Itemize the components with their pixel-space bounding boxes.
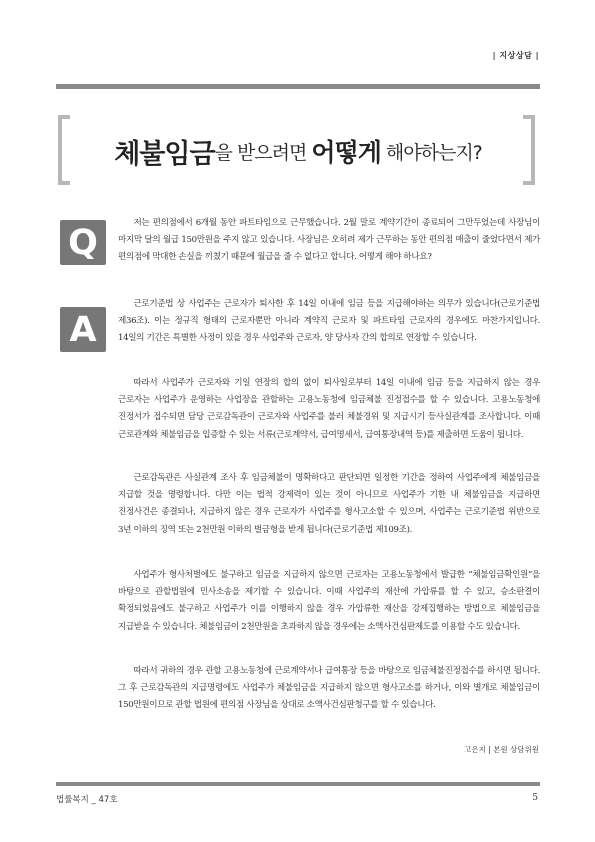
- title-bracket-right: [523, 115, 535, 185]
- title-bracket-left: [58, 115, 70, 185]
- title-part-3: 어떻게: [311, 138, 381, 167]
- publication-footer: 법률복지 _ 47호: [56, 795, 118, 805]
- top-rule: [56, 84, 540, 89]
- question-text: 저는 편의점에서 6개월 동안 파트타임으로 근무했습니다. 2월 말로 계약기간이 종료되어 그만두었는데 사장님이 마지막 달의 월급 150만원을 주지 않고 있습니다. 사장님은 오히려 제가 근무하는 동안 편의점 매출이 줄었다면서 제가 편의점에 막대한 손실을 끼쳤기 때문에 월급을 줄 수 없다고 합니다. 어떻게 해야 하나요?: [118, 218, 540, 263]
- title-part-2: 을 받으려면: [214, 141, 312, 164]
- bottom-rule: [56, 782, 540, 786]
- question-badge: Q: [60, 220, 106, 265]
- answer-paragraph-1: 근로기준법 상 사업주는 근로자가 퇴사한 후 14일 이내에 임금 등을 지급해야하는 의무가 있습니다(근로기준법 제36조). 이는 정규직 형태의 근로자뿐만 아니라 계약직 근로자 및 파트타임 근로자의 경우에도 마찬가지입니다. 14일의 기간은 특별한 사정이 있을 경우 사업주와 근로자, 양 당사자 간의 합의로 연장할 수 있습니다.: [118, 299, 540, 344]
- answer-badge: A: [60, 307, 106, 352]
- section-label: | 지상상담 |: [492, 51, 539, 60]
- answer-paragraph-2: 따라서 사업주가 근로자와 기일 연장의 합의 없이 퇴사일로부터 14일 이내에 임금 등을 지급하지 않는 경우 근로자는 사업주가 운영하는 사업장을 관할하는 고용노동청에 임금체불 진정접수를 할 수 있습니다. 고용노동청에 진정서가 접수되면 담당 근로감독관이 근로자와 사업주를 불러 체불경위 및 지급시기 등사실관계를 조사합니다. 이때 근로관계와 체불임금을 입증할 수 있는 서류(근로계약서, 급여명세서, 급여통장내역 등)를 제출하면 도움이 됩니다.: [118, 378, 540, 440]
- answer-paragraph-3: 근로감독관은 사실관계 조사 후 임금체불이 명확하다고 판단되면 일정한 기간을 정하여 사업주에게 체불임금을 지급할 것을 명령합니다. 다만 이는 법적 강제력이 있는 것이 아니므로 사업주가 기한 내 체불임금을 지급하면 진정사건은 종결되나, 지급하지 않은 경우 근로자가 사업주를 형사고소할 수 있으며, 사업주는 근로기준법 위반으로 3년 이하의 징역 또는 2천만원 이하의 벌금형을 받게 됩니다(근로기준법 제109조).: [118, 473, 540, 535]
- article-title: [78, 120, 518, 182]
- answer-paragraph-4: 사업주가 형사처벌에도 불구하고 임금을 지급하지 않으면 근로자는 고용노동청에서 발급한 “체불임금확인원”을 바탕으로 관할법원에 민사소송을 제기할 수 있습니다. 이때 사업주의 재산에 가압류를 할 수 있고, 승소판결이 확정되었음에도 불구하고 사업주가 이를 이행하지 않을 경우 가압류한 재산을 강제집행하는 방법으로 체불임금을 지급받을 수 있습니다. 체불임금이 2천만원을 초과하지 않을 경우에는 소액사건심판제도를 이용할 수도 있습니다.: [118, 570, 540, 632]
- answer-paragraph-5: 따라서 귀하의 경우 관할 고용노동청에 근로계약서나 급여통장 등을 바탕으로 임금체불진정접수를 하시면 됩니다. 그 후 근로감독관의 지급명령에도 사업주가 체불임금을 지급하지 않으면 형사고소를 하거나, 이와 별개로 체불임금이 150만원이므로 관할 법원에 편의점 사장님을 상대로 소액사건심판청구를 할 수 있습니다.: [118, 666, 540, 711]
- author-credit: 고은지 | 본원 상담위원: [464, 745, 539, 754]
- page-number: 5: [532, 793, 538, 803]
- title-part-4: 해야하는지?: [380, 141, 482, 164]
- title-part-1: 체불임금: [114, 138, 215, 170]
